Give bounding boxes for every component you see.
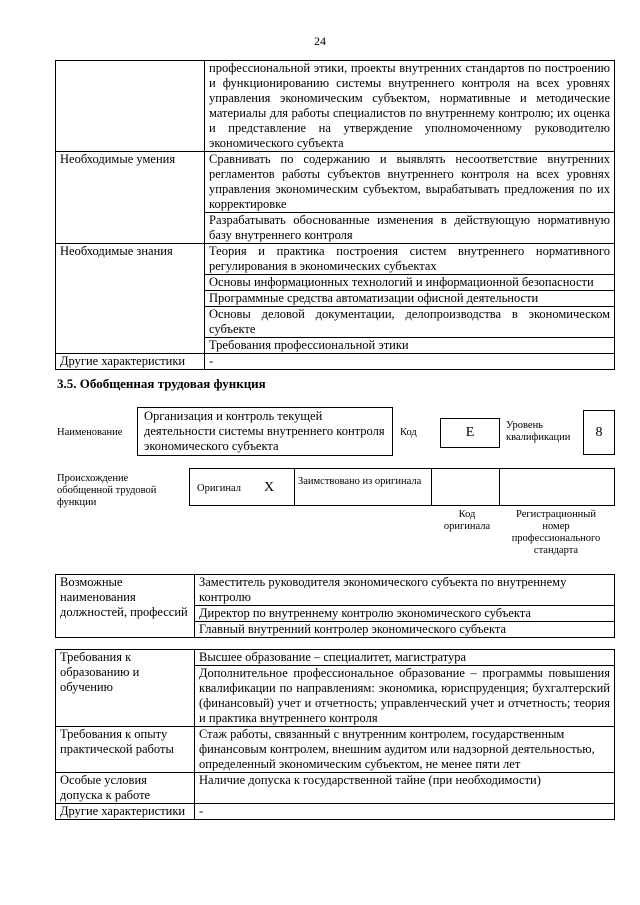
positions-table [55,574,615,638]
other-characteristics-label: Другие характеристики [56,804,195,820]
code-caption: Код оригинала [443,509,491,532]
other-characteristics-line: - [195,804,615,820]
knowledge-item: Теория и практика построения систем внутреннего нормативного регулирования в экономических субъектах [205,244,615,275]
knowledge-skills-table [55,60,615,370]
experience-line: Стаж работы, связанный с внутренним контролем, государственным финансовым контролем, внешним аудитом или надзорной деятельностью, определенный экономическим субъектом, не менее пяти лет [195,727,615,773]
borrowed-label: Заимствовано из оригинала [298,476,422,487]
reg-caption: Регистрационный номер профессионального стандарта [511,509,601,556]
table-cell: профессиональной этики, проекты внутренних стандартов по построению и функционированию системы внутреннего контроля на всех уровнях управления экономическим субъектом, нормативные и методические материалы для работы специалистов по внутреннему контролю; их оценка и представление на утверждение уполномоченному руководителю экономического субъекта [205,61,615,152]
education-label: Требования к образованию и обучению [56,650,195,727]
other-label: Другие характеристики [56,354,205,370]
name-value: Организация и контроль текущей деятельности системы внутреннего контроля экономического субъекта [137,407,393,456]
knowledge-item: Требования профессиональной этики [205,338,615,354]
skills-label: Необходимые умения [56,152,205,244]
position-item: Директор по внутреннему контролю экономического субъекта [195,606,615,622]
knowledge-label: Необходимые знания [56,244,205,354]
access-line: Наличие допуска к государственной тайне (при необходимости) [195,773,615,804]
skill-item: Сравнивать по содержанию и выявлять несоответствие внутренних регламентов работы субъектов внутреннего контроля на всех уровнях управления экономическим субъектом, вырабатывать предложения по их корректировке [205,152,615,213]
level-value: 8 [583,410,615,455]
knowledge-item: Основы информационных технологий и информационной безопасности [205,275,615,291]
other-value: - [205,354,615,370]
level-label: Уровень квалификации [506,420,571,443]
code-label: Код [400,427,417,438]
position-item: Главный внутренний контролер экономического субъекта [195,622,615,638]
empty-label-cell [56,61,205,152]
skill-item: Разрабатывать обоснованные изменения в действующую нормативную базу внутреннего контроля [205,213,615,244]
education-line: Высшее образование – специалитет, магистратура [195,650,615,666]
access-label: Особые условия допуска к работе [56,773,195,804]
experience-label: Требования к опыту практической работы [56,727,195,773]
original-mark: X [264,480,275,495]
code-value: E [440,418,500,448]
name-label: Наименование [57,427,123,438]
page-number: 24 [314,34,326,48]
section-title: 3.5. Обобщенная трудовая функция [57,376,266,391]
origin-label: Происхождение обобщенной трудовой функции [57,473,157,508]
position-item: Заместитель руководителя экономического субъекта по внутреннему контролю [195,575,615,606]
original-label: Оригинал [197,483,241,494]
education-line: Дополнительное профессиональное образование – программы повышения квалификации по направлениям: экономика, юриспруденция; бухгалтерский (финансовый) учет и отчетность; управленческий учет и отчетность; теория и практика внутреннего контроля [195,666,615,727]
knowledge-item: Программные средства автоматизации офисной деятельности [205,291,615,307]
requirements-table [55,649,615,820]
knowledge-item: Основы деловой документации, делопроизводства в экономическом субъекте [205,307,615,338]
positions-label: Возможные наименования должностей, профессий [56,575,195,638]
